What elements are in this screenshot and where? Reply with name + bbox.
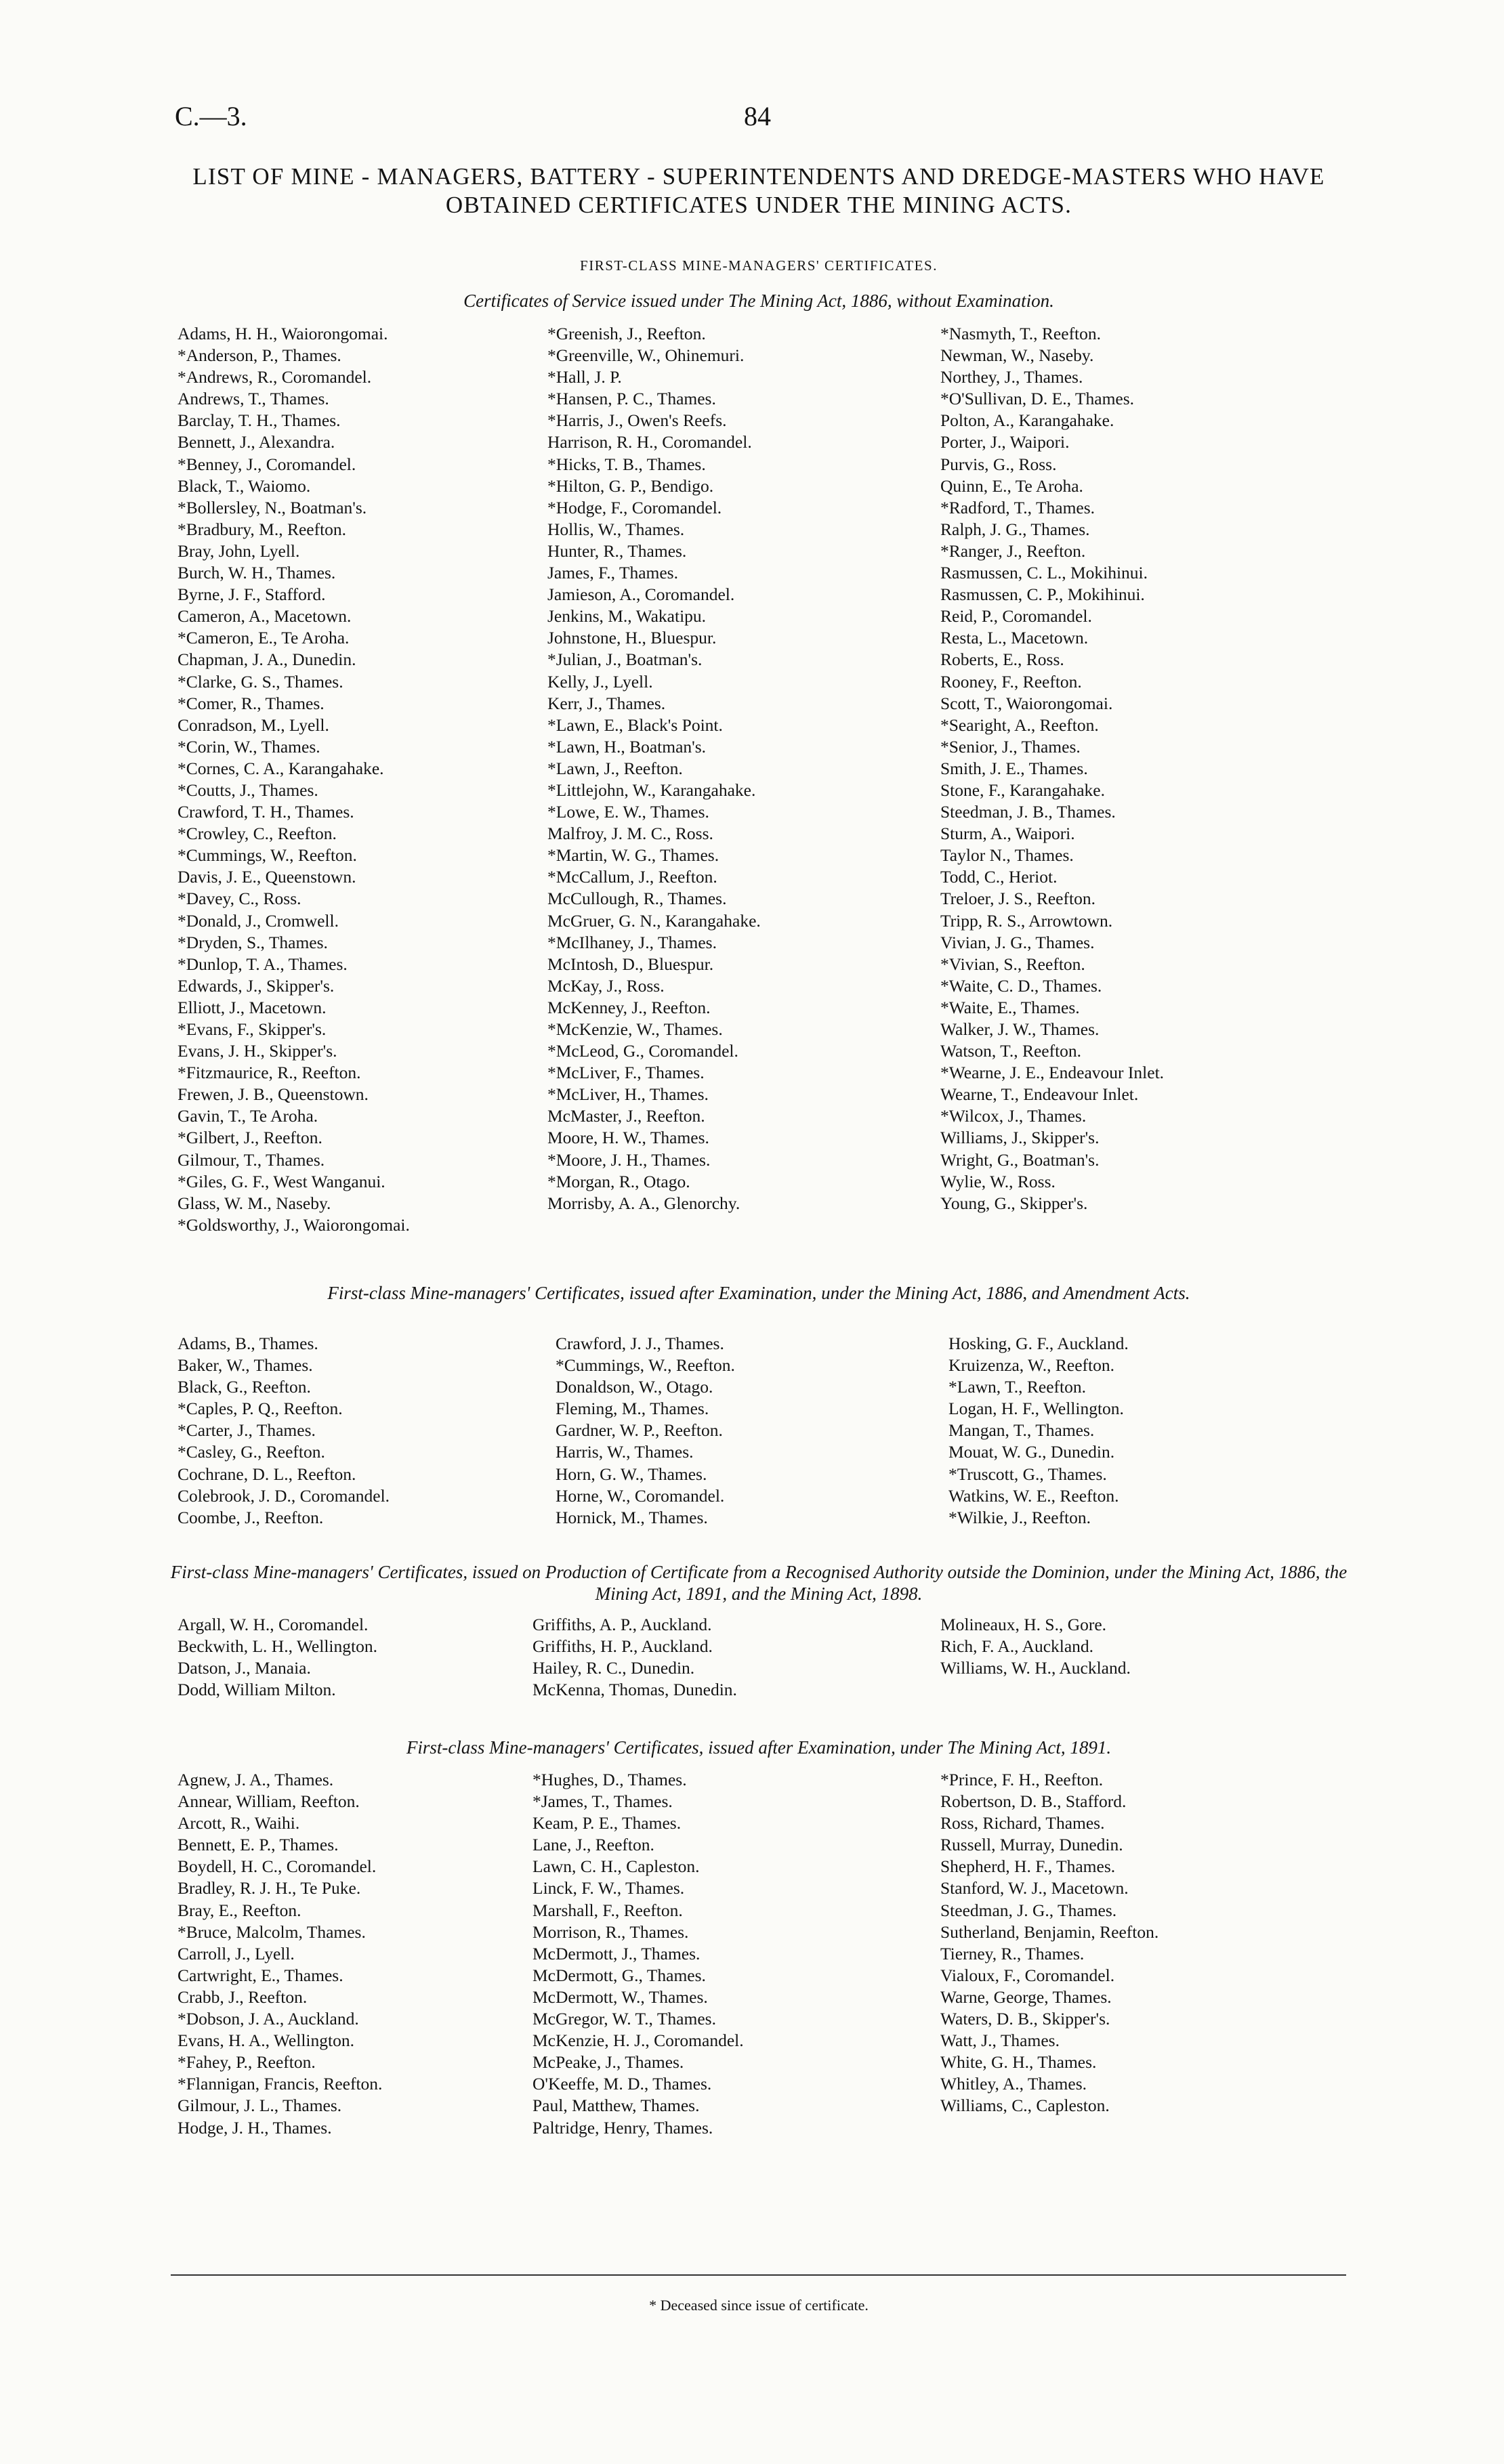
- name-entry: Steedman, J. G., Thames.: [940, 1900, 1117, 1920]
- name-entry: *Nasmyth, T., Reefton.: [940, 324, 1102, 343]
- name-entry: *Martin, W. G., Thames.: [547, 845, 719, 866]
- document-reference: C.—3.: [175, 101, 247, 131]
- name-entry: McGruer, G. N., Karangahake.: [547, 910, 761, 931]
- name-entry: Ross, Richard, Thames.: [940, 1813, 1105, 1833]
- name-entry: McDermott, W., Thames.: [532, 1987, 708, 2007]
- name-entry: Wearne, T., Endeavour Inlet.: [940, 1084, 1139, 1105]
- name-entry: Polton, A., Karangahake.: [940, 410, 1114, 431]
- name-entry: Taylor N., Thames.: [940, 845, 1074, 866]
- name-entry: *O'Sullivan, D. E., Thames.: [940, 389, 1135, 409]
- name-entry: Cochrane, D. L., Reefton.: [177, 1464, 356, 1484]
- name-entry: *McKenzie, W., Thames.: [547, 1019, 723, 1039]
- name-entry: Stone, F., Karangahake.: [940, 780, 1105, 800]
- name-entry: Andrews, T., Thames.: [177, 389, 329, 409]
- name-entry: McIntosh, D., Bluespur.: [547, 954, 714, 974]
- name-entry: *Dryden, S., Thames.: [177, 932, 328, 952]
- name-column: [948, 1333, 1129, 1529]
- name-entry: *Radford, T., Thames.: [940, 497, 1095, 517]
- name-entry: *Lawn, H., Boatman's.: [547, 736, 707, 757]
- name-entry: Crabb, J., Reefton.: [177, 1987, 308, 2007]
- name-entry: Wright, G., Boatman's.: [940, 1149, 1100, 1170]
- name-entry: Shepherd, H. F., Thames.: [940, 1856, 1116, 1877]
- name-entry: Reid, P., Coromandel.: [940, 606, 1092, 626]
- name-column: [556, 1333, 735, 1529]
- name-entry: *McLiver, F., Thames.: [547, 1063, 705, 1083]
- name-entry: *Flannigan, Francis, Reefton.: [177, 2074, 383, 2094]
- name-entry: Linck, F. W., Thames.: [532, 1878, 685, 1898]
- name-entry: *Dobson, J. A., Auckland.: [177, 2009, 359, 2029]
- name-entry: *Hicks, T. B., Thames.: [547, 454, 706, 474]
- name-entry: *Cummings, W., Reefton.: [177, 845, 357, 866]
- name-entry: *Searight, A., Reefton.: [940, 715, 1099, 735]
- name-entry: Gavin, T., Te Aroha.: [177, 1106, 318, 1126]
- name-entry: Bray, John, Lyell.: [177, 540, 300, 561]
- name-entry: Bradley, R. J. H., Te Puke.: [177, 1878, 361, 1898]
- name-entry: *Julian, J., Boatman's.: [547, 650, 703, 670]
- name-entry: *Waite, C. D., Thames.: [940, 975, 1102, 996]
- page-number: 84: [744, 101, 771, 131]
- name-entry: Griffiths, A. P., Auckland.: [532, 1615, 712, 1634]
- name-column: [532, 1614, 737, 1701]
- name-entry: Roberts, E., Ross.: [940, 650, 1064, 670]
- name-entry: Kelly, J., Lyell.: [547, 671, 653, 692]
- name-entry: Russell, Murray, Dunedin.: [940, 1835, 1123, 1855]
- name-entry: Glass, W. M., Naseby.: [177, 1193, 331, 1213]
- name-entry: Gardner, W. P., Reefton.: [556, 1420, 723, 1441]
- name-entry: *James, T., Thames.: [532, 1791, 673, 1812]
- name-entry: Steedman, J. B., Thames.: [940, 802, 1116, 822]
- name-entry: McCullough, R., Thames.: [547, 889, 727, 909]
- name-entry: *McLeod, G., Coromandel.: [547, 1041, 738, 1061]
- name-entry: Scott, T., Waiorongomai.: [940, 693, 1113, 713]
- name-entry: Griffiths, H. P., Auckland.: [532, 1636, 713, 1657]
- name-entry: *Bollersley, N., Boatman's.: [177, 497, 367, 517]
- name-entry: Hodge, J. H., Thames.: [177, 2117, 332, 2138]
- name-entry: *Casley, G., Reefton.: [177, 1442, 325, 1462]
- name-entry: *Hodge, F., Coromandel.: [547, 497, 722, 517]
- name-entry: *Truscott, G., Thames.: [948, 1464, 1107, 1484]
- name-entry: Carroll, J., Lyell.: [177, 1943, 295, 1963]
- name-entry: Black, T., Waiomo.: [177, 475, 311, 496]
- name-entry: Resta, L., Macetown.: [940, 628, 1089, 648]
- name-entry: Fleming, M., Thames.: [556, 1399, 709, 1419]
- name-entry: McKenzie, H. J., Coromandel.: [532, 2031, 744, 2051]
- name-entry: *Waite, E., Thames.: [940, 997, 1080, 1017]
- name-entry: Edwards, J., Skipper's.: [177, 975, 335, 996]
- name-entry: *Prince, F. H., Reefton.: [940, 1770, 1104, 1789]
- name-entry: Watkins, W. E., Reefton.: [948, 1485, 1119, 1506]
- name-entry: *Bradbury, M., Reefton.: [177, 519, 347, 539]
- name-entry: Malfroy, J. M. C., Ross.: [547, 824, 713, 844]
- name-entry: Vivian, J. G., Thames.: [940, 932, 1095, 952]
- name-entry: Watson, T., Reefton.: [940, 1041, 1082, 1061]
- name-entry: White, G. H., Thames.: [940, 2052, 1097, 2073]
- name-entry: *Clarke, G. S., Thames.: [177, 671, 343, 692]
- name-entry: *Hilton, G. P., Bendigo.: [547, 475, 714, 496]
- name-entry: *Bruce, Malcolm, Thames.: [177, 1921, 366, 1942]
- name-column: [177, 323, 410, 1236]
- name-column: [532, 1769, 744, 2139]
- name-entry: *Anderson, P., Thames.: [177, 345, 341, 366]
- name-entry: Cameron, A., Macetown.: [177, 606, 352, 626]
- name-entry: Beckwith, L. H., Wellington.: [177, 1636, 377, 1657]
- name-entry: *Wearne, J. E., Endeavour Inlet.: [940, 1063, 1165, 1083]
- name-entry: Smith, J. E., Thames.: [940, 758, 1088, 778]
- name-entry: Arcott, R., Waihi.: [177, 1813, 300, 1833]
- section-heading-exam-1891: First-class Mine-managers' Certificates, issued after Examination, under The Mining Act, 1891.: [406, 1737, 1112, 1758]
- name-entry: *Fahey, P., Reefton.: [177, 2052, 316, 2073]
- name-entry: *Wilcox, J., Thames.: [940, 1106, 1087, 1126]
- name-entry: Tierney, R., Thames.: [940, 1943, 1085, 1963]
- footnote-rule: [171, 2274, 1346, 2276]
- name-entry: *Hughes, D., Thames.: [532, 1770, 687, 1789]
- name-entry: Molineaux, H. S., Gore.: [940, 1615, 1107, 1634]
- name-entry: *Comer, R., Thames.: [177, 693, 325, 713]
- name-entry: McKay, J., Ross.: [547, 975, 665, 996]
- name-entry: Waters, D. B., Skipper's.: [940, 2009, 1110, 2029]
- name-entry: Kerr, J., Thames.: [547, 693, 666, 713]
- name-entry: Conradson, M., Lyell.: [177, 715, 329, 735]
- name-entry: Adams, B., Thames.: [177, 1334, 318, 1353]
- name-entry: *Andrews, R., Coromandel.: [177, 367, 372, 387]
- name-entry: McKenna, Thomas, Dunedin.: [532, 1680, 737, 1700]
- name-entry: Mouat, W. G., Dunedin.: [948, 1442, 1115, 1462]
- name-entry: Bennett, J., Alexandra.: [177, 432, 335, 452]
- name-entry: Donaldson, W., Otago.: [556, 1377, 713, 1397]
- name-entry: Tripp, R. S., Arrowtown.: [940, 910, 1113, 931]
- name-column: [940, 1769, 1158, 2117]
- section-heading-recognised-authority: First-class Mine-managers' Certificates, issued on Production of Certificate from a Recognised Authority outside the Dominion, under the Mining Act, 1886, the Mining Act, 1891, and the Mining Act, 1898.: [170, 1562, 1348, 1604]
- name-entry: Dodd, William Milton.: [177, 1680, 336, 1700]
- name-entry: Colebrook, J. D., Coromandel.: [177, 1485, 390, 1506]
- name-entry: Ralph, J. G., Thames.: [940, 519, 1090, 539]
- page-title: LIST OF MINE - MANAGERS, BATTERY - SUPERINTENDENTS AND DREDGE-MASTERS WHO HAVE OBTAINED CERTIFICATES UNDER THE MINING ACTS.: [192, 163, 1325, 218]
- name-entry: Porter, J., Waipori.: [940, 432, 1070, 452]
- name-entry: Elliott, J., Macetown.: [177, 997, 327, 1017]
- name-entry: Davis, J. E., Queenstown.: [177, 867, 356, 887]
- name-entry: *McIlhaney, J., Thames.: [547, 932, 717, 952]
- name-entry: *Donald, J., Cromwell.: [177, 910, 339, 931]
- name-entry: *Benney, J., Coromandel.: [177, 454, 356, 474]
- name-entry: *Hall, J. P.: [547, 367, 622, 387]
- name-entry: *Vivian, S., Reefton.: [940, 954, 1085, 974]
- name-entry: Todd, C., Heriot.: [940, 867, 1058, 887]
- name-entry: Sutherland, Benjamin, Reefton.: [940, 1921, 1159, 1942]
- name-entry: Datson, J., Manaia.: [177, 1658, 311, 1678]
- name-entry: McGregor, W. T., Thames.: [532, 2009, 716, 2029]
- name-entry: Whitley, A., Thames.: [940, 2074, 1087, 2094]
- name-entry: Gilmour, T., Thames.: [177, 1149, 325, 1170]
- name-entry: Coombe, J., Reefton.: [177, 1507, 324, 1527]
- name-entry: Kruizenza, W., Reefton.: [948, 1355, 1115, 1376]
- name-entry: Chapman, J. A., Dunedin.: [177, 650, 356, 670]
- name-entry: McMaster, J., Reefton.: [547, 1106, 705, 1126]
- subtitle: FIRST-CLASS MINE-MANAGERS' CERTIFICATES.: [580, 257, 938, 274]
- name-entry: Hosking, G. F., Auckland.: [948, 1334, 1129, 1353]
- name-entry: *Greenish, J., Reefton.: [547, 324, 706, 343]
- name-entry: Robertson, D. B., Stafford.: [940, 1791, 1127, 1812]
- name-entry: Wylie, W., Ross.: [940, 1171, 1056, 1191]
- name-entry: Evans, H. A., Wellington.: [177, 2031, 354, 2051]
- name-entry: Hollis, W., Thames.: [547, 519, 685, 539]
- name-entry: Vialoux, F., Coromandel.: [940, 1965, 1115, 1985]
- name-entry: Logan, H. F., Wellington.: [948, 1399, 1124, 1419]
- name-entry: Horn, G. W., Thames.: [556, 1464, 707, 1484]
- name-entry: *Lawn, E., Black's Point.: [547, 715, 723, 735]
- name-entry: Williams, W. H., Auckland.: [940, 1658, 1131, 1678]
- name-entry: Jenkins, M., Wakatipu.: [547, 606, 707, 626]
- name-entry: Rich, F. A., Auckland.: [940, 1636, 1094, 1657]
- name-entry: *McCallum, J., Reefton.: [547, 867, 717, 887]
- name-entry: McPeake, J., Thames.: [532, 2052, 684, 2073]
- name-entry: Rooney, F., Reefton.: [940, 671, 1082, 692]
- name-entry: *Corin, W., Thames.: [177, 736, 320, 757]
- name-column: [940, 1614, 1131, 1679]
- name-entry: Mangan, T., Thames.: [948, 1420, 1095, 1441]
- footnote: * Deceased since issue of certificate.: [649, 2297, 869, 2314]
- name-entry: *Crowley, C., Reefton.: [177, 824, 337, 844]
- name-entry: *Harris, J., Owen's Reefs.: [547, 410, 727, 431]
- name-entry: Frewen, J. B., Queenstown.: [177, 1084, 369, 1105]
- name-entry: Boydell, H. C., Coromandel.: [177, 1856, 377, 1877]
- name-entry: Paul, Matthew, Thames.: [532, 2096, 700, 2116]
- name-entry: Walker, J. W., Thames.: [940, 1019, 1100, 1039]
- name-entry: *Fitzmaurice, R., Reefton.: [177, 1063, 361, 1083]
- name-entry: Horne, W., Coromandel.: [556, 1485, 725, 1506]
- name-entry: Bray, E., Reefton.: [177, 1900, 301, 1920]
- name-entry: Hunter, R., Thames.: [547, 540, 687, 561]
- name-entry: Sturm, A., Waipori.: [940, 824, 1075, 844]
- name-entry: *Cummings, W., Reefton.: [556, 1355, 735, 1376]
- name-entry: *Hansen, P. C., Thames.: [547, 389, 716, 409]
- name-entry: Crawford, J. J., Thames.: [556, 1334, 724, 1353]
- name-entry: *Caples, P. Q., Reefton.: [177, 1399, 343, 1419]
- name-entry: Burch, W. H., Thames.: [177, 563, 336, 583]
- name-entry: Warne, George, Thames.: [940, 1987, 1112, 2007]
- name-entry: *Cameron, E., Te Aroha.: [177, 628, 350, 648]
- name-column: [940, 323, 1164, 1214]
- name-entry: McDermott, J., Thames.: [532, 1943, 701, 1963]
- name-entry: Crawford, T. H., Thames.: [177, 802, 354, 822]
- name-entry: Harrison, R. H., Coromandel.: [547, 432, 752, 452]
- name-entry: O'Keeffe, M. D., Thames.: [532, 2074, 712, 2094]
- name-entry: *Carter, J., Thames.: [177, 1420, 316, 1441]
- name-entry: Byrne, J. F., Stafford.: [177, 585, 326, 605]
- name-entry: Johnstone, H., Bluespur.: [547, 628, 717, 648]
- name-entry: Bennett, E. P., Thames.: [177, 1835, 339, 1855]
- name-entry: *Lawn, J., Reefton.: [547, 758, 683, 778]
- name-entry: *Giles, G. F., West Wanganui.: [177, 1171, 385, 1191]
- name-entry: Hailey, R. C., Dunedin.: [532, 1658, 695, 1678]
- name-entry: Marshall, F., Reefton.: [532, 1900, 683, 1920]
- name-entry: Lane, J., Reefton.: [532, 1835, 654, 1855]
- name-entry: McDermott, G., Thames.: [532, 1965, 706, 1985]
- section-heading-service: Certificates of Service issued under The Mining Act, 1886, without Examination.: [463, 291, 1054, 311]
- name-entry: Agnew, J. A., Thames.: [177, 1770, 334, 1789]
- name-entry: *Davey, C., Ross.: [177, 889, 301, 909]
- name-entry: Hornick, M., Thames.: [556, 1507, 708, 1527]
- name-entry: Baker, W., Thames.: [177, 1355, 313, 1376]
- name-entry: Rasmussen, C. P., Mokihinui.: [940, 585, 1145, 605]
- name-entry: *McLiver, H., Thames.: [547, 1084, 709, 1105]
- name-entry: Purvis, G., Ross.: [940, 454, 1057, 474]
- name-entry: Morrison, R., Thames.: [532, 1921, 689, 1942]
- name-entry: *Evans, F., Skipper's.: [177, 1019, 327, 1039]
- name-entry: *Wilkie, J., Reefton.: [948, 1507, 1091, 1527]
- name-entry: *Ranger, J., Reefton.: [940, 540, 1086, 561]
- name-entry: *Cornes, C. A., Karangahake.: [177, 758, 384, 778]
- name-entry: *Gilbert, J., Reefton.: [177, 1128, 322, 1148]
- name-entry: *Lowe, E. W., Thames.: [547, 802, 709, 822]
- name-entry: Cartwright, E., Thames.: [177, 1965, 343, 1985]
- name-entry: *Lawn, T., Reefton.: [948, 1377, 1087, 1397]
- name-column: [177, 1333, 390, 1529]
- name-entry: *Dunlop, T. A., Thames.: [177, 954, 348, 974]
- name-entry: Morrisby, A. A., Glenorchy.: [547, 1193, 740, 1213]
- name-column: [177, 1769, 382, 2139]
- name-entry: Keam, P. E., Thames.: [532, 1813, 682, 1833]
- name-column: [547, 323, 761, 1214]
- name-entry: Barclay, T. H., Thames.: [177, 410, 341, 431]
- name-entry: Harris, W., Thames.: [556, 1442, 694, 1462]
- name-entry: Black, G., Reefton.: [177, 1377, 311, 1397]
- name-entry: *Coutts, J., Thames.: [177, 780, 318, 800]
- name-entry: Moore, H. W., Thames.: [547, 1128, 709, 1148]
- name-entry: McKenney, J., Reefton.: [547, 997, 711, 1017]
- name-entry: Gilmour, J. L., Thames.: [177, 2096, 342, 2116]
- name-column: [177, 1614, 377, 1701]
- name-entry: Williams, J., Skipper's.: [940, 1128, 1100, 1148]
- name-entry: Newman, W., Naseby.: [940, 345, 1094, 366]
- name-entry: Jamieson, A., Coromandel.: [547, 585, 735, 605]
- name-entry: *Goldsworthy, J., Waiorongomai.: [177, 1214, 410, 1235]
- section-heading-exam-1886: First-class Mine-managers' Certificates, issued after Examination, under the Mining Act, 1886, and Amendment Acts.: [327, 1283, 1190, 1303]
- name-entry: Young, G., Skipper's.: [940, 1193, 1088, 1213]
- name-entry: Treloer, J. S., Reefton.: [940, 889, 1095, 909]
- name-entry: Evans, J. H., Skipper's.: [177, 1041, 337, 1061]
- name-entry: Paltridge, Henry, Thames.: [532, 2117, 713, 2138]
- name-entry: James, F., Thames.: [547, 563, 678, 583]
- name-entry: Annear, William, Reefton.: [177, 1791, 360, 1812]
- name-entry: Williams, C., Capleston.: [940, 2096, 1110, 2116]
- name-entry: *Moore, J. H., Thames.: [547, 1149, 711, 1170]
- name-entry: *Littlejohn, W., Karangahake.: [547, 780, 756, 800]
- name-entry: Lawn, C. H., Capleston.: [532, 1856, 700, 1877]
- name-entry: Argall, W. H., Coromandel.: [177, 1615, 369, 1634]
- name-entry: Quinn, E., Te Aroha.: [940, 475, 1083, 496]
- name-entry: *Greenville, W., Ohinemuri.: [547, 345, 745, 366]
- name-entry: Rasmussen, C. L., Mokihinui.: [940, 563, 1148, 583]
- name-entry: *Morgan, R., Otago.: [547, 1171, 690, 1191]
- name-entry: Watt, J., Thames.: [940, 2031, 1060, 2051]
- name-entry: Stanford, W. J., Macetown.: [940, 1878, 1129, 1898]
- name-entry: Adams, H. H., Waiorongomai.: [177, 324, 388, 343]
- name-entry: Northey, J., Thames.: [940, 367, 1083, 387]
- name-entry: *Senior, J., Thames.: [940, 736, 1081, 757]
